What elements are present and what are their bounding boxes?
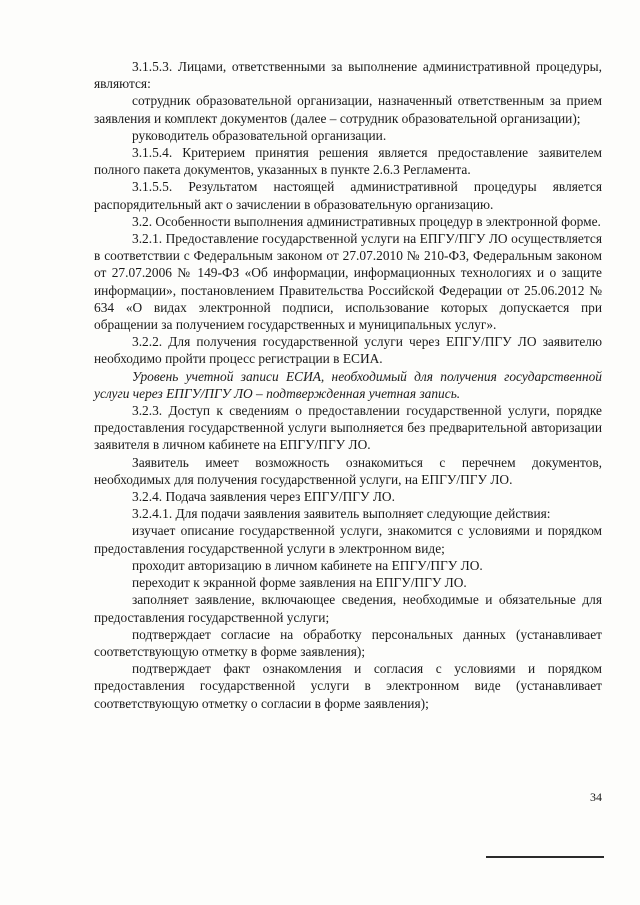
paragraph-3-2: 3.2. Особенности выполнения административных процедур в электронной форме. xyxy=(132,213,601,229)
paragraph-document-list-access: Заявитель имеет возможность ознакомиться с перечнем документов, необходимых для получения государственной услуги, на ЕПГУ/ПГУ ЛО. xyxy=(94,454,602,487)
paragraph-head-of-organization: руководитель образовательной организации. xyxy=(132,127,387,143)
paragraph-3-2-4: 3.2.4. Подача заявления через ЕПГУ/ПГУ ЛО. xyxy=(132,489,395,505)
list-item-study-description: изучает описание государственной услуги, знакомится с условиями и порядком предоставления государственной услуги в электронном виде; xyxy=(94,523,602,556)
paragraph-3-1-5-3: 3.1.5.3. Лицами, ответственными за выполнение административной процедуры, являются: xyxy=(94,59,602,92)
paragraph-esia-account-level: Уровень учетной записи ЕСИА, необходимый для получения государственной услуги через ЕПГУ/ПГУ ЛО – подтвержденная учетная запись. xyxy=(94,368,602,401)
list-item-personal-data-consent: подтверждает согласие на обработку персональных данных (устанавливает соответствующую отметку в форме заявления); xyxy=(94,626,602,659)
list-item-fill-application: заполняет заявление, включающее сведения, необходимые и обязательные для предоставления государственной услуги; xyxy=(94,592,602,625)
list-item-open-form: переходит к экранной форме заявления на ЕПГУ/ПГУ ЛО. xyxy=(132,575,467,591)
list-item-authorization: проходит авторизацию в личном кабинете на ЕПГУ/ПГУ ЛО. xyxy=(132,557,483,573)
paragraph-3-1-5-5: 3.1.5.5. Результатом настоящей административной процедуры является распорядительный акт о зачислении в образовательную организацию. xyxy=(94,179,602,212)
list-item-terms-consent: подтверждает факт ознакомления и согласия с условиями и порядком предоставления государственной услуги в электронном виде (устанавливает соответствующую отметку о согласии в форме заявления); xyxy=(94,661,602,711)
paragraph-3-1-5-4: 3.1.5.4. Критерием принятия решения является предоставление заявителем полного пакета документов, указанных в пункте 2.6.3 Регламента. xyxy=(94,145,602,178)
paragraph-3-2-2: 3.2.2. Для получения государственной услуги через ЕПГУ/ПГУ ЛО заявителю необходимо пройти процесс регистрации в ЕСИА. xyxy=(94,334,602,367)
paragraph-3-2-4-1: 3.2.4.1. Для подачи заявления заявитель выполняет следующие действия: xyxy=(132,506,551,522)
paragraph-3-2-1: 3.2.1. Предоставление государственной услуги на ЕПГУ/ПГУ ЛО осуществляется в соответствии с Федеральным законом от 27.07.2010 № 210-ФЗ, Федеральным законом от 27.07.2006 № 149-ФЗ «Об информации, информационных технологиях и о защите информации», постановлением Правительства Российской Федерации от 25.06.2012 № 634 «О видах электронной подписи, использование которых допускается при обращении за получением государственных и муниципальных услуг». xyxy=(94,231,602,333)
document-body xyxy=(94,58,602,712)
paragraph-responsible-employee: сотрудник образовательной организации, назначенный ответственным за прием заявления и комплект документов (далее – сотрудник образовательной организации); xyxy=(94,93,602,126)
bottom-rule-divider xyxy=(486,856,604,858)
page-number: 34 xyxy=(590,790,602,804)
paragraph-3-2-3: 3.2.3. Доступ к сведениям о предоставлении государственной услуги, порядке предоставления государственной услуги выполняется без предварительной авторизации заявителя в личном кабинете на ЕПГУ/ПГУ ЛО. xyxy=(94,403,602,453)
